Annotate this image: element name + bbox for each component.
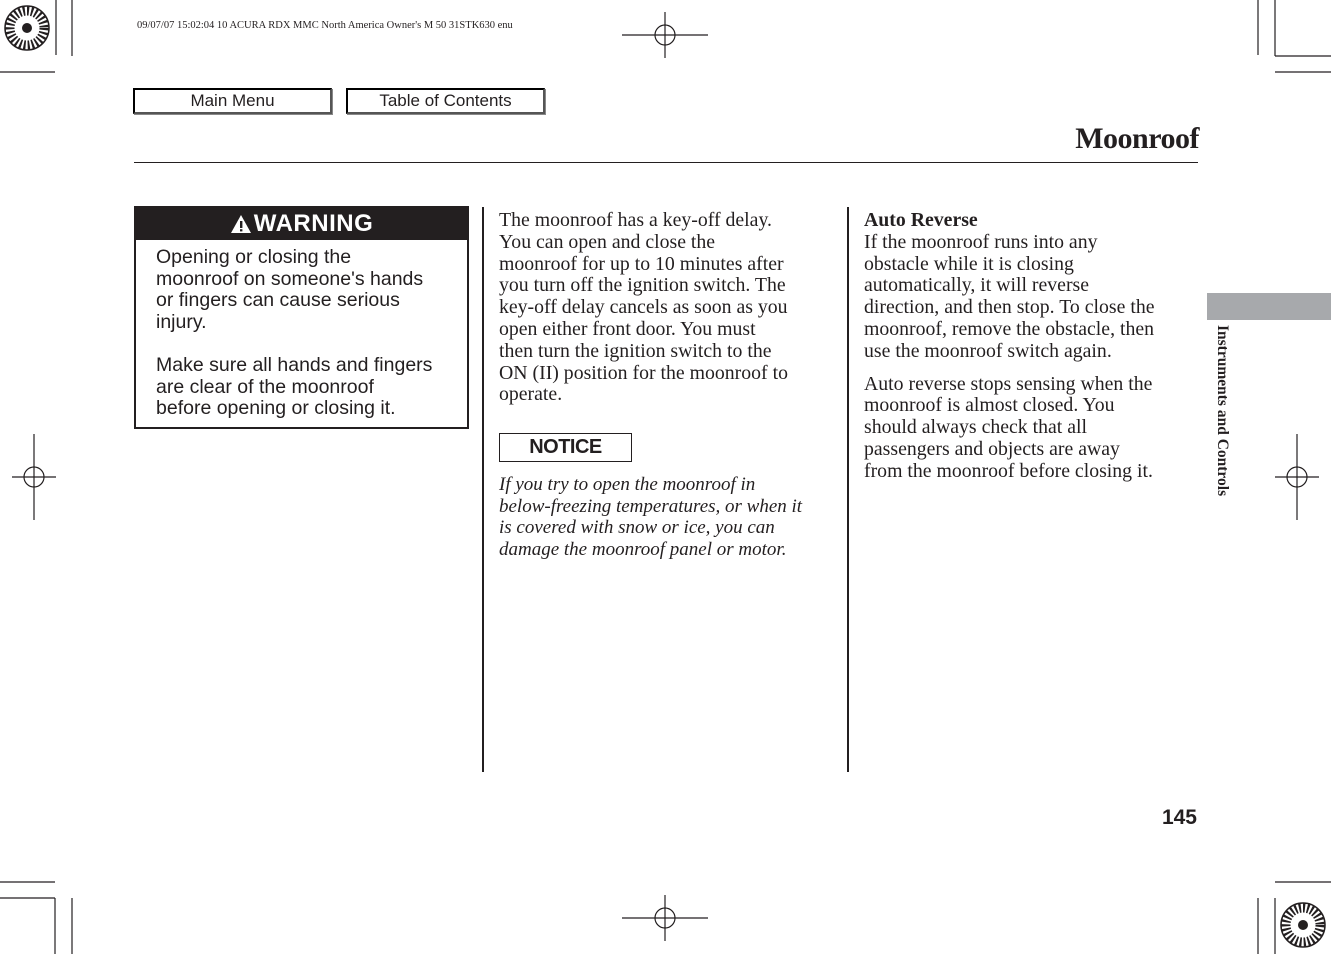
- text-line: damage the moonroof panel or motor.: [499, 539, 787, 561]
- text-line: Make sure all hands and fingers: [156, 354, 433, 376]
- text-line: use the moonroof switch again.: [864, 339, 1112, 362]
- text-line: passengers and objects are away: [864, 437, 1120, 460]
- text-line: moonroof is almost closed. You: [864, 394, 1115, 417]
- text-line: If you try to open the moonroof in: [499, 474, 756, 495]
- text-line: If the moonroof runs into any: [864, 230, 1098, 253]
- text-line: obstacle while it is closing: [864, 252, 1074, 275]
- warning-paragraph-1: [156, 247, 456, 334]
- text-line: You can open and close the: [499, 230, 716, 253]
- text-line: is covered with snow or ice, you can: [499, 517, 775, 539]
- warning-box: [134, 206, 469, 429]
- column-divider: [482, 207, 484, 772]
- text-line: open either front door. You must: [499, 317, 756, 340]
- text-line: then turn the ignition switch to the: [499, 339, 772, 362]
- section-tab-marker: [1207, 293, 1331, 320]
- page-number: 145: [1161, 806, 1197, 829]
- auto-reverse-paragraph-1: [864, 232, 1199, 363]
- text-line: or fingers can cause serious: [156, 289, 400, 312]
- text-line: key-off delay cancels as soon as you: [499, 296, 788, 319]
- text-line: moonroof on someone's hands: [156, 267, 424, 290]
- section-tab-text: Instruments and Controls: [1214, 325, 1231, 497]
- text-line: automatically, it will reverse: [864, 274, 1090, 297]
- title-divider: [134, 162, 1198, 163]
- text-line: moonroof for up to 10 minutes after: [499, 252, 784, 275]
- page-title: Moonroof: [1075, 122, 1199, 155]
- section-tab-label: [1207, 325, 1233, 545]
- column-divider: [847, 207, 849, 772]
- print-header: 09/07/07 15:02:04 10 ACURA RDX MMC North America Owner's M 50 31STK630 enu: [137, 20, 513, 31]
- notice-badge: NOTICE: [499, 433, 632, 462]
- warning-paragraph-2: [156, 355, 456, 420]
- notice-text: [499, 474, 839, 561]
- auto-reverse-section: [864, 210, 1199, 483]
- text-line: should always check that all: [864, 416, 1088, 439]
- table-of-contents-button[interactable]: Table of Contents: [346, 88, 545, 114]
- key-off-delay-paragraph: [499, 210, 844, 406]
- text-line: below-freezing temperatures, or when it: [499, 495, 803, 517]
- text-line: before opening or closing it.: [156, 397, 396, 420]
- text-line: injury.: [156, 311, 207, 334]
- text-line: The moonroof has a key-off delay.: [499, 209, 772, 231]
- section-heading: Auto Reverse: [864, 209, 978, 231]
- text-line: ON (II) position for the moonroof to: [499, 361, 788, 384]
- text-line: from the moonroof before closing it.: [864, 459, 1153, 482]
- warning-triangle-icon: [230, 214, 252, 234]
- text-line: Auto reverse stops sensing when the: [864, 372, 1153, 395]
- text-line: moonroof, remove the obstacle, then: [864, 317, 1155, 340]
- text-line: you turn off the ignition switch. The: [499, 274, 786, 297]
- auto-reverse-paragraph-2: [864, 374, 1199, 483]
- text-line: direction, and then stop. To close the: [864, 296, 1155, 319]
- text-line: Opening or closing the: [156, 246, 352, 268]
- warning-header: [136, 208, 467, 240]
- main-menu-button[interactable]: Main Menu: [133, 88, 332, 114]
- text-line: are clear of the moonroof: [156, 375, 374, 398]
- warning-heading: WARNING: [253, 210, 374, 237]
- text-line: operate.: [499, 383, 563, 406]
